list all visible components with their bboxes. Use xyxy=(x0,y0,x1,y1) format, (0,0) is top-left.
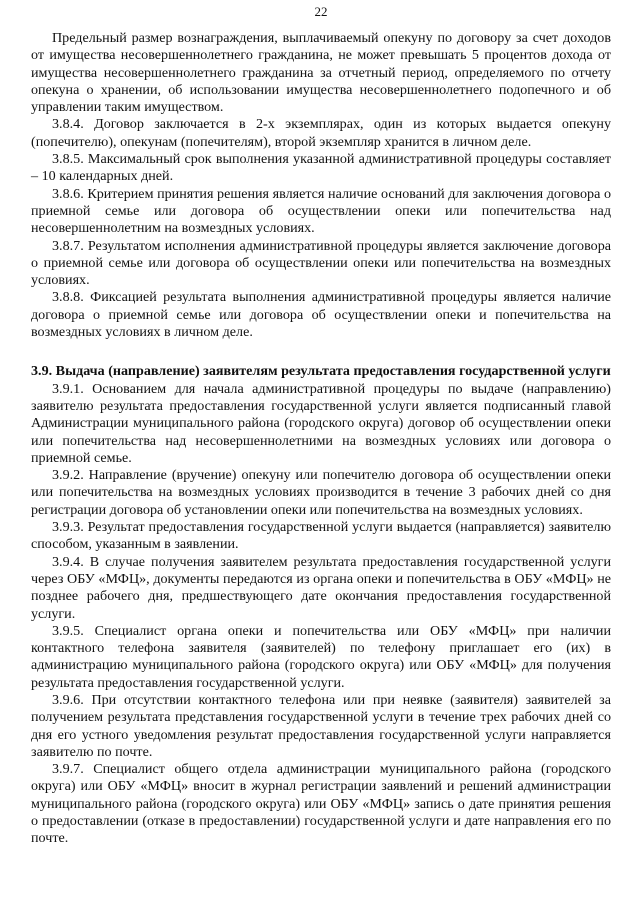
paragraph-3-8-8: 3.8.8. Фиксацией результата выполнения административной процедуры является наличие договора о приемной семье или договора об осуществлении опеки и попечительства на возмездных условиях в личном деле. xyxy=(31,289,611,341)
paragraph-3-9-2: 3.9.2. Направление (вручение) опекуну или попечителю договора об осуществлении опеки или попечительства на возмездных условиях производится в течение 3 рабочих дней со дня регистрации договора об установлении опеки или попечительства на возмездных условиях. xyxy=(31,467,611,518)
paragraph-3-8-5: 3.8.5. Максимальный срок выполнения указанной административной процедуры составляет – 10 календарных дней. xyxy=(31,151,611,185)
paragraph-3-9-4: 3.9.4. В случае получения заявителем результата предоставления государственной услуги через ОБУ «МФЦ», документы передаются из органа опеки и попечительства в ОБУ «МФЦ» не позднее рабочего дня, предшествующего дате окончания предоставления государственной услуги. xyxy=(31,553,611,622)
paragraph-3-9-5: 3.9.5. Специалист органа опеки и попечительства или ОБУ «МФЦ» при наличии контактного телефона заявителя (заявителей) по телефону приглашает его (их) в администрацию муниципального района (городского округа) или ОБУ «МФЦ» для получения результата предоставления государственной услуги. xyxy=(31,622,611,691)
paragraph-3-9-3: 3.9.3. Результат предоставления государственной услуги выдается (направляется) заявителю способом, указанным в заявлении. xyxy=(31,519,611,553)
paragraph-3-9-1: 3.9.1. Основанием для начала административной процедуры по выдаче (направлению) заявителю результата предоставления государственной услуги является подписанный главой Администрации муниципального района (городского округа) договор об осуществлении опеки или попечительства над несовершеннолетними на возмездных условиях или договора о приемной семье. xyxy=(31,380,611,466)
paragraph-3-9-7: 3.9.7. Специалист общего отдела администрации муниципального района (городского округа) или ОБУ «МФЦ» вносит в журнал регистрации заявлений и решений администрации муниципального района (городского округа) или ОБУ «МФЦ» запись о дате принятия решения о предоставлении (отказе в предоставлении) государственной услуги и дате направления его по почте. xyxy=(31,761,611,847)
paragraph-3-8-6: 3.8.6. Критерием принятия решения является наличие оснований для заключения договора о приемной семье или договора об осуществлении опеки или попечительства над несовершеннолетним на возмездных условиях. xyxy=(31,185,611,237)
paragraph-3-8-4: 3.8.4. Договор заключается в 2-х экземплярах, один из которых выдается опекуну (попечителю), опекунам (попечителям), второй экземпляр хранится в личном деле. xyxy=(31,116,611,150)
paragraph-3-8-7: 3.8.7. Результатом исполнения административной процедуры является заключение договора о приемной семье или договора об осуществлении опеки или попечительства на возмездных условиях. xyxy=(31,237,611,289)
page-number: 22 xyxy=(314,4,328,19)
paragraph-3-9-6: 3.9.6. При отсутствии контактного телефона или при неявке (заявителя) заявителей за получением результата представления государственной услуги в течение трех рабочих дней со дня его устного уведомления результат предоставления государственной услуги направляется заявителю по почте. xyxy=(31,691,611,760)
paragraph-reward-limit: Предельный размер вознаграждения, выплачиваемый опекуну по договору за счет доходов от имущества несовершеннолетнего гражданина, не может превышать 5 процентов дохода от имущества несовершеннолетнего гражданина за отчетный период, определяемого по отчету опекуна о хранении, об использовании имущества несовершеннолетнего подопечного и об управлении таким имуществом. xyxy=(31,30,611,116)
section-heading-3-9: 3.9. Выдача (направление) заявителям результата предоставления государственной услуги xyxy=(31,363,611,380)
